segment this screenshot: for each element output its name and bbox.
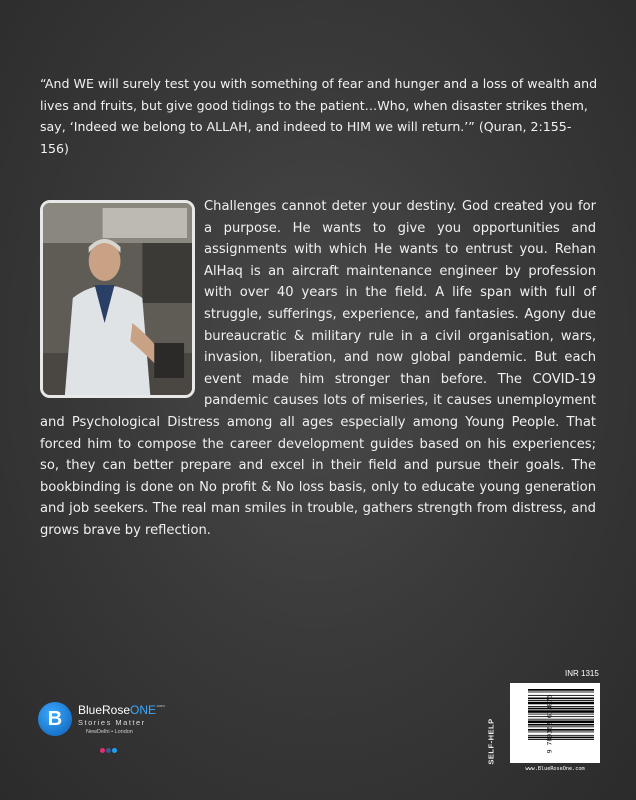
publisher-logo-mark: B	[38, 702, 72, 736]
facebook-icon	[106, 748, 111, 753]
publisher-cities: NewDelhi • London	[86, 729, 133, 735]
instagram-icon	[100, 748, 105, 753]
author-bio	[40, 196, 596, 542]
publisher-name-part2: ONE	[130, 703, 157, 717]
bio-text: Challenges cannot deter your destiny. God created you for a purpose. He wants to give you opportunities and assignments with which He wants to entrust you. Rehan AlHaq is an aircraft maintenance engineer by profession with over 40 years in the field. A life span with full of struggle, sufferings, experience, and fantasies. Agony due bureaucratic & military rule in a civil organisation, wars, invasion, liberation, and now global pandemic. But each event made him stronger than before. The COVID-19 pandemic causes lots of miseries, it causes unemployment and Psychological Distress among all ages especially among Young People. That forced him to compose the career development guides based on his experiences; so, they can better prepare and excel in their field and pursue their goals. The bookbinding is done on No profit & No loss basis, only to educate young generation and job seekers. The real man smiles in trouble, gathers strength from distress, and grows brave by reflection.	[40, 199, 596, 538]
isbn-text: 9 789362 613875	[545, 694, 554, 754]
publisher-logo	[38, 700, 198, 760]
social-icons	[100, 738, 118, 757]
publisher-name-suffix: .com	[156, 703, 165, 708]
photo-spacer	[40, 196, 198, 406]
publisher-name-part1: BlueRose	[78, 703, 131, 717]
category-label: SELF-HELP	[486, 718, 496, 765]
price-label: INR 1315	[565, 669, 599, 678]
publisher-name	[78, 703, 165, 717]
barcode	[510, 683, 600, 763]
quote-text: “And WE will surely test you with something of fear and hunger and a loss of wealth and lives and fruits, but give good tidings to the patient…Who, when disaster strikes them, say, ‘Indeed we belong to ALLAH, and indeed to HIM we will return.’” (Quran, 2:155-156)	[40, 76, 598, 156]
publisher-tagline: Stories Matter	[78, 718, 146, 727]
barcode-url: www.BlueRoseOne.com	[525, 766, 585, 772]
barcode-bars	[514, 689, 596, 759]
twitter-icon	[112, 748, 117, 753]
